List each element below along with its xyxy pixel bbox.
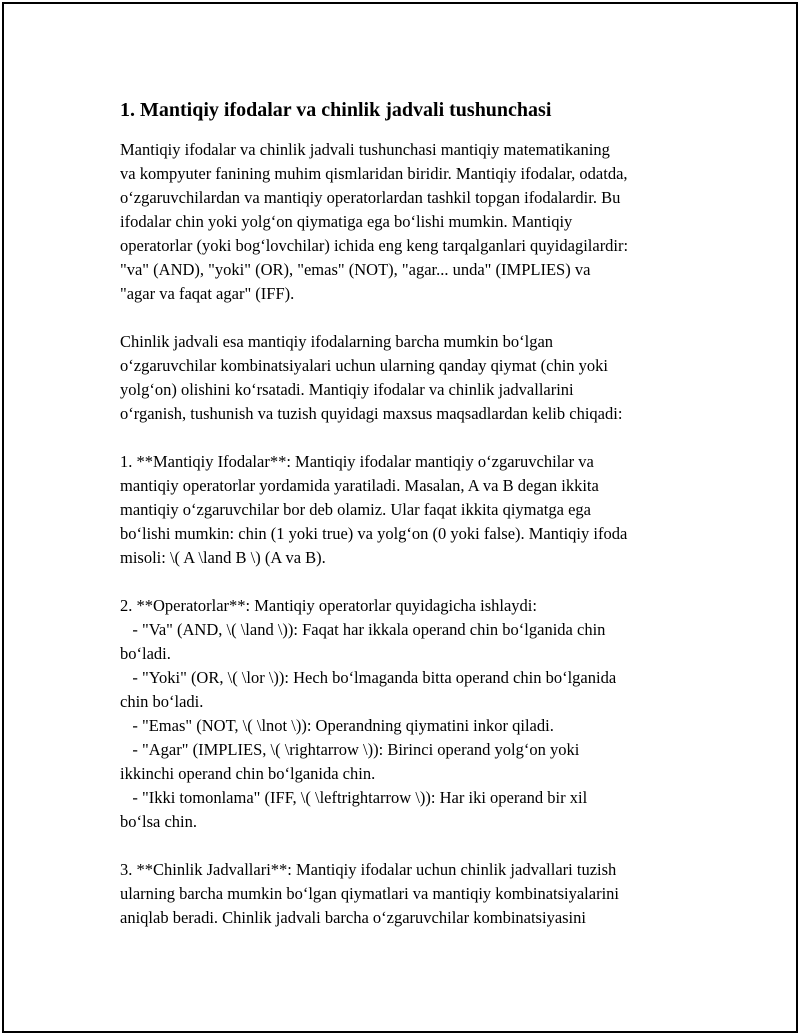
- text-line: ikkinchi operand chin bo‘lganida chin.: [120, 764, 376, 783]
- text-line: mantiqiy o‘zgaruvchilar bor deb olamiz. Ular faqat ikkita qiymatga ega: [120, 500, 591, 519]
- document-page: [2, 2, 798, 1033]
- text-line: [120, 570, 700, 594]
- section-heading: 1. Mantiqiy ifodalar va chinlik jadvali tushunchasi: [120, 99, 552, 121]
- text-line: ifodalar chin yoki yolg‘on qiymatiga ega bo‘lishi mumkin. Mantiqiy: [120, 212, 573, 231]
- text-line: o‘rganish, tushunish va tuzish quyidagi maxsus maqsadlardan kelib chiqadi:: [120, 404, 623, 423]
- text-line: o‘zgaruvchilardan va mantiqiy operatorlardan tashkil topgan ifodalardir. Bu: [120, 188, 621, 207]
- text-line: - "Emas" (NOT, \( \lnot \)): Operandning qiymatini inkor qiladi.: [120, 716, 554, 735]
- text-line: bo‘ladi.: [120, 644, 171, 663]
- text-line: - "Ikki tomonlama" (IFF, \( \leftrightarrow \)): Har iki operand bir xil: [120, 788, 588, 807]
- text-line: yolg‘on) olishini ko‘rsatadi. Mantiqiy ifodalar va chinlik jadvallarini: [120, 380, 574, 399]
- text-line: 3. **Chinlik Jadvallari**: Mantiqiy ifodalar uchun chinlik jadvallari tuzish: [120, 860, 617, 879]
- text-line: bo‘lsa chin.: [120, 812, 197, 831]
- text-line: operatorlar (yoki bog‘lovchilar) ichida eng keng tarqalganlari quyidagilardir:: [120, 236, 629, 255]
- text-line: Chinlik jadvali esa mantiqiy ifodalarning barcha mumkin bo‘lgan: [120, 332, 554, 351]
- text-line: o‘zgaruvchilar kombinatsiyalari uchun ularning qanday qiymat (chin yoki: [120, 356, 608, 375]
- text-line: 2. **Operatorlar**: Mantiqiy operatorlar quyidagicha ishlaydi:: [120, 596, 537, 615]
- text-line: misoli: \( A \land B \) (A va B).: [120, 548, 326, 567]
- text-line: [120, 426, 700, 450]
- text-line: bo‘lishi mumkin: chin (1 yoki true) va yolg‘on (0 yoki false). Mantiqiy ifoda: [120, 524, 628, 543]
- text-line: - "Agar" (IMPLIES, \( \rightarrow \)): Birinci operand yolg‘on yoki: [120, 740, 580, 759]
- text-line: "agar va faqat agar" (IFF).: [120, 284, 295, 303]
- text-line: ularning barcha mumkin bo‘lgan qiymatlari va mantiqiy kombinatsiyalarini: [120, 884, 620, 903]
- text-line: 1. **Mantiqiy Ifodalar**: Mantiqiy ifodalar mantiqiy o‘zgaruvchilar va: [120, 452, 594, 471]
- text-line: Mantiqiy ifodalar va chinlik jadvali tushunchasi mantiqiy matematikaning: [120, 140, 610, 159]
- body-text: [120, 138, 700, 930]
- text-line: - "Va" (AND, \( \land \)): Faqat har ikkala operand chin bo‘lganida chin: [120, 620, 606, 639]
- text-line: va kompyuter fanining muhim qismlaridan biridir. Mantiqiy ifodalar, odatda,: [120, 164, 628, 183]
- document-content: [120, 96, 700, 930]
- text-line: aniqlab beradi. Chinlik jadvali barcha o‘zgaruvchilar kombinatsiyasini: [120, 908, 586, 927]
- text-line: [120, 834, 700, 858]
- text-line: mantiqiy operatorlar yordamida yaratiladi. Masalan, A va B degan ikkita: [120, 476, 599, 495]
- text-line: chin bo‘ladi.: [120, 692, 204, 711]
- text-line: [120, 306, 700, 330]
- text-line: - "Yoki" (OR, \( \lor \)): Hech bo‘lmaganda bitta operand chin bo‘lganida: [120, 668, 617, 687]
- text-line: "va" (AND), "yoki" (OR), "emas" (NOT), "agar... unda" (IMPLIES) va: [120, 260, 591, 279]
